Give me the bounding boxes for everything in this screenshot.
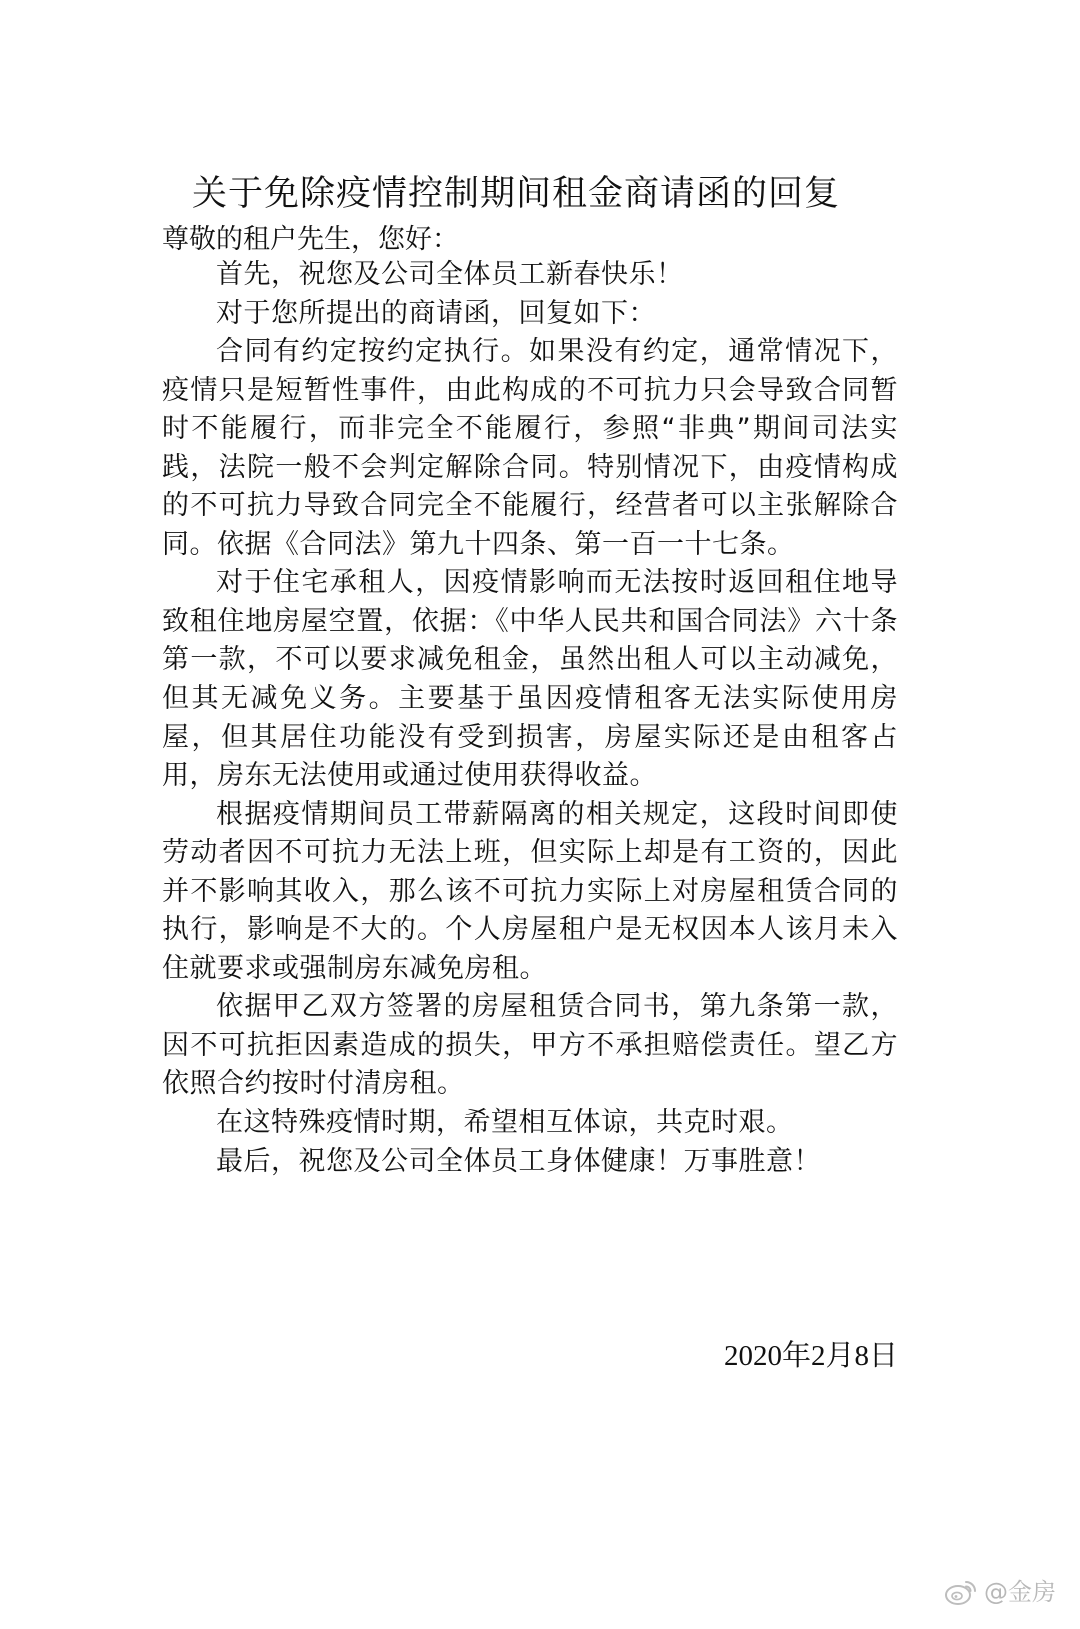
paragraph-paid-quarantine: 根据疫情期间员工带薪隔离的相关规定，这段时间即使劳动者因不可抗力无法上班，但实际上却是有工资的，因此并不影响其收入，那么该不可抗力实际上对房屋租赁合同的执行，影响是不大的。个人房屋租户是无权因本人该月未入住就要求或强制房东减免房租。 [162,798,898,984]
paragraph-lease-clause: 依据甲乙双方签署的房屋租赁合同书，第九条第一款，因不可抗拒因素造成的损失，甲方不承担赔偿责任。望乙方依照合约按时付清房租。 [162,991,898,1100]
paragraph-contract: 合同有约定按约定执行。如果没有约定，通常情况下，疫情只是短暂性事件，由此构成的不可抗力只会导致合同暂时不能履行，而非完全不能履行，参照“非典”期间司法实践，法院一般不会判定解除合同。特别情况下，由疫情构成的不可抗力导致合同完全不能履行，经营者可以主张解除合同。依据《合同法》第九十四条、第一百一十七条。 [162,336,898,560]
paragraph-greeting: 首先，祝您及公司全体员工新春快乐！ [216,259,684,290]
paragraph-intro: 对于您所提出的商请函，回复如下： [216,297,656,329]
weibo-icon [944,1578,978,1606]
letter-body [162,256,898,1181]
paragraph-understanding: 在这特殊疫情时期，希望相互体谅，共克时艰。 [216,1107,794,1139]
letter-date: 2020年2月8日 [723,1340,898,1372]
letter-salutation: 尊敬的租户先生，您好： [162,224,459,255]
paragraph-residential: 对于住宅承租人，因疫情影响而无法按时返回租住地导致租住地房屋空置，依据：《中华人民共和国合同法》六十条第一款，不可以要求减免租金，虽然出租人可以主动减免，但其无减免义务。主要基于虽因疫情租客无法实际使用房屋，但其居住功能没有受到损害，房屋实际还是由租客占用，房东无法使用或通过使用获得收益。 [162,567,898,792]
watermark-text: @金房 [984,1578,1056,1606]
weibo-watermark [944,1577,1056,1607]
paragraph-closing: 最后，祝您及公司全体员工身体健康！万事胜意！ [216,1145,821,1177]
letter-title: 关于免除疫情控制期间租金商请函的回复 [192,174,841,214]
